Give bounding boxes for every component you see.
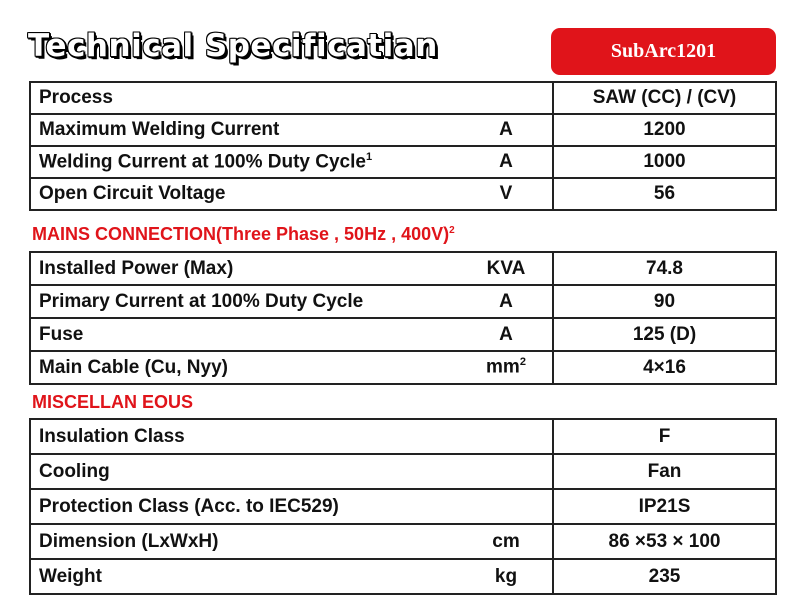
unit-cell: V [460,178,553,210]
value-cell: Fan [553,454,776,489]
table-row [30,489,776,524]
unit-cell [460,454,553,489]
param-label: Main Cable (Cu, Nyy) [30,351,460,384]
unit-text: mm [486,356,520,378]
param-label: Insulation Class [30,419,460,454]
unit-cell: kg [460,559,553,594]
misc-section-heading: MISCELLAN EOUS [32,392,194,412]
misc-spec-table [29,418,777,595]
table-row [30,559,776,594]
value-cell: 1000 [553,146,776,178]
table-row [30,285,776,318]
unit-cell: KVA [460,252,553,285]
param-label: Process [30,82,460,114]
param-label: Installed Power (Max) [30,252,460,285]
param-label: Weight [30,559,460,594]
value-cell: SAW (CC) / (CV) [553,82,776,114]
page-title: Technical Specificatian [28,28,438,64]
table-row [30,351,776,384]
value-cell: 1200 [553,114,776,146]
value-cell: 74.8 [553,252,776,285]
value-cell: F [553,419,776,454]
unit-cell: cm [460,524,553,559]
param-label: Primary Current at 100% Duty Cycle [30,285,460,318]
unit-cell [460,489,553,524]
param-label: Open Circuit Voltage [30,178,460,210]
unit-cell [460,351,553,384]
mains-spec-table [29,251,777,385]
table-row [30,178,776,210]
param-label: Cooling [30,454,460,489]
unit-cell: A [460,285,553,318]
param-label: Fuse [30,318,460,351]
footnote-marker: 1 [365,150,373,163]
footnote-marker: 2 [449,225,455,236]
value-cell: 90 [553,285,776,318]
table-row [30,114,776,146]
value-cell: IP21S [553,489,776,524]
table-row [30,318,776,351]
param-label [30,146,460,178]
value-cell: 235 [553,559,776,594]
value-cell: 56 [553,178,776,210]
table-row [30,419,776,454]
param-label: Maximum Welding Current [30,114,460,146]
unit-cell: A [460,318,553,351]
table-row [30,524,776,559]
param-label: Dimension (LxWxH) [30,524,460,559]
unit-superscript: 2 [519,356,526,369]
param-label: Protection Class (Acc. to IEC529) [30,489,460,524]
table-row [30,146,776,178]
general-spec-table [29,81,777,211]
value-cell: 86 ×53 × 100 [553,524,776,559]
unit-cell: A [460,114,553,146]
unit-cell [460,419,553,454]
unit-cell [460,82,553,114]
unit-cell: A [460,146,553,178]
mains-section-heading [32,224,455,245]
value-cell: 4×16 [553,351,776,384]
model-badge: SubArc1201 [551,28,776,75]
table-row [30,82,776,114]
section-heading-text: MAINS CONNECTION(Three Phase , 50Hz , 400V) [32,224,450,244]
table-row [30,252,776,285]
value-cell: 125 (D) [553,318,776,351]
param-text: Welding Current at 100% Duty Cycle [39,151,366,173]
table-row [30,454,776,489]
